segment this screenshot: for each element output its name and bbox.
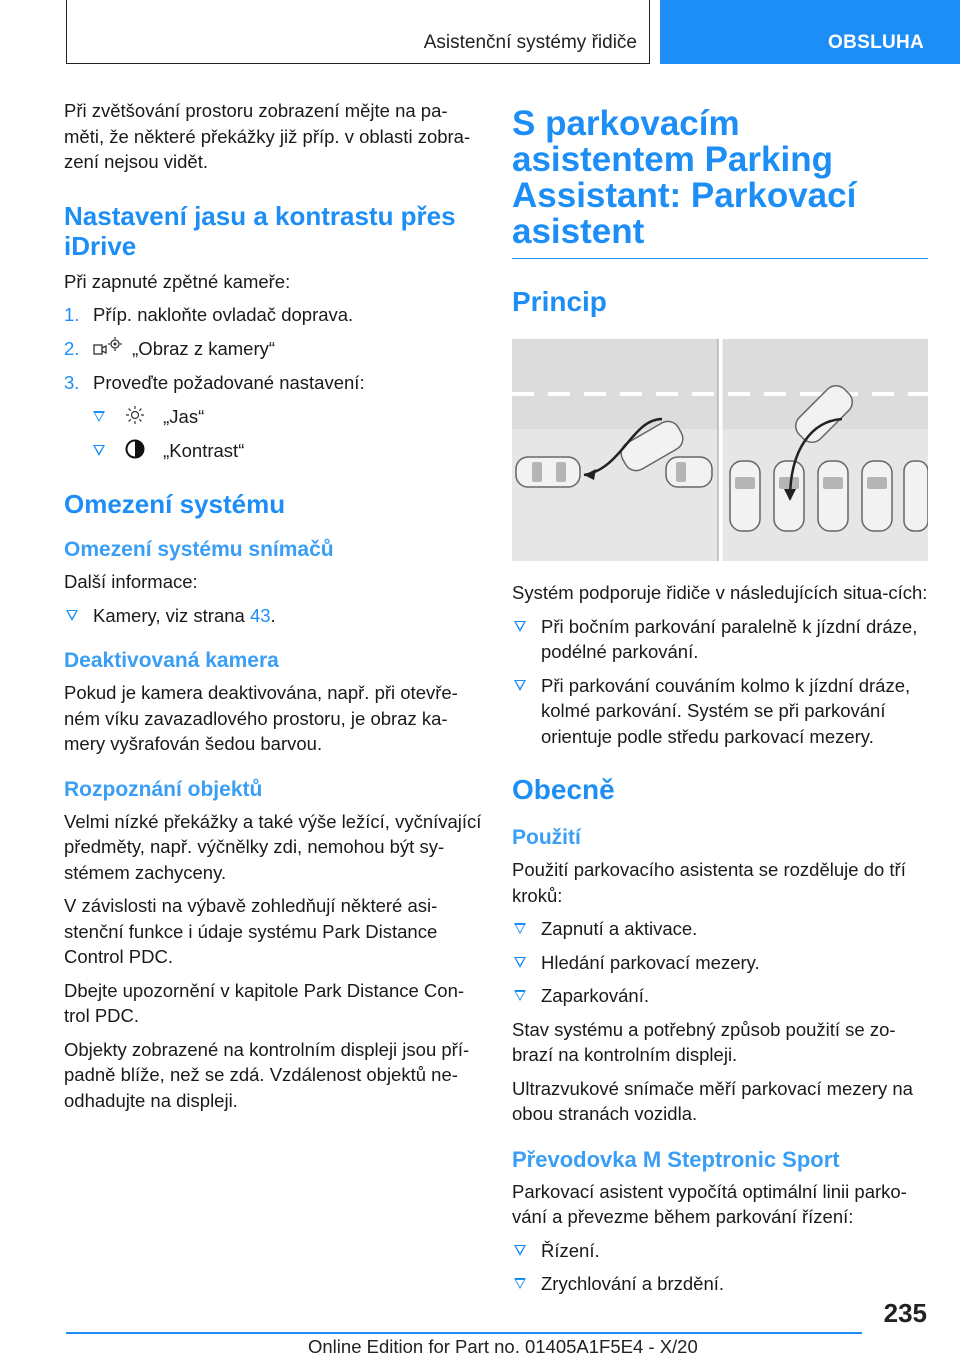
bullet-triangle-icon bbox=[66, 610, 78, 621]
heading-general: Obecně bbox=[512, 774, 615, 805]
step-number: 1. bbox=[64, 304, 80, 325]
step-item bbox=[64, 302, 482, 328]
heading-system-limits: Omezení systému bbox=[64, 489, 286, 519]
gearbox-paragraph: Parkovací asistent vypočítá optimální linii parko-vání a převezme během parkování řízení: bbox=[512, 1180, 907, 1227]
right-column bbox=[512, 98, 928, 1305]
heading-gearbox: Převodovka M Steptronic Sport bbox=[512, 1146, 840, 1172]
usage-step-item bbox=[512, 950, 928, 976]
header-title-box bbox=[66, 0, 650, 64]
substep-item bbox=[64, 404, 482, 430]
left-column bbox=[64, 98, 482, 1121]
section-title: Asistenční systémy řidiče bbox=[423, 32, 637, 53]
objects-paragraph-2: V závislosti na výbavě zohledňují některé asi-stenční funkce i údaje systému Park Distance Control PDC. bbox=[64, 895, 438, 967]
situations-list bbox=[512, 614, 928, 750]
heading-parking-assistant: S parkovacím asistentem Parking Assistant: Parkovací asistent bbox=[512, 106, 928, 259]
chapter-tab bbox=[660, 0, 960, 64]
parking-illustration bbox=[512, 339, 928, 561]
bullet-triangle-icon bbox=[514, 957, 526, 968]
gearbox-list bbox=[512, 1238, 928, 1297]
camera-on-paragraph: Při zapnuté zpětné kameře: bbox=[64, 270, 291, 292]
usage-step-text: Hledání parkovací mezery. bbox=[541, 951, 760, 973]
bullet-triangle-icon bbox=[514, 1245, 526, 1256]
intro-paragraph: Při zvětšování prostoru zobrazení mějte na pa-měti, že některé překážky již příp. v oblasti zobra-zení nejsou vidět. bbox=[64, 100, 471, 172]
bullet-triangle-icon bbox=[514, 680, 526, 691]
usage-step-text: Zapnutí a aktivace. bbox=[541, 918, 698, 939]
objects-paragraph-3: Dbejte upozornění v kapitole Park Distance Con-trol PDC. bbox=[64, 979, 465, 1026]
heading-brightness-contrast: Nastavení jasu a kontrastu přes iDrive bbox=[64, 200, 456, 261]
bullet-triangle-icon bbox=[93, 411, 105, 422]
objects-paragraph-4: Objekty zobrazené na kontrolním displeji jsou pří-padně blíže, než se zdá. Vzdálenost objektů ne-odhadujte na displeji. bbox=[64, 1038, 470, 1111]
bullet-triangle-icon bbox=[514, 621, 526, 632]
step-number: 2. bbox=[64, 338, 80, 359]
gearbox-item bbox=[512, 1238, 928, 1264]
usage-steps-list bbox=[512, 916, 928, 1009]
substeps-list bbox=[64, 404, 482, 463]
usage-step-item bbox=[512, 916, 928, 942]
brightness-icon bbox=[124, 404, 150, 424]
step-text: Proveďte požadované nastavení: bbox=[93, 372, 365, 393]
chapter-tab-label: OBSLUHA bbox=[828, 32, 925, 53]
usage-step-item bbox=[512, 983, 928, 1009]
ultrasonic-paragraph: Ultrazvukové snímače měří parkovací mezery na obou stranách vozidla. bbox=[512, 1077, 913, 1124]
deactivated-paragraph: Pokud je kamera deaktivována, např. při otevře-ném víku zavazadlového prostoru, je obraz ka-mery vyšrafován šedou barvou. bbox=[64, 682, 458, 754]
status-paragraph: Stav systému a potřebný způsob použití se zo-brazí na kontrolním displeji. bbox=[512, 1018, 896, 1065]
camera-settings-icon bbox=[93, 336, 119, 356]
camera-ref-text: Kamery, viz strana bbox=[93, 604, 250, 626]
step-text: „Obraz z kamery“ bbox=[132, 338, 276, 359]
substep-text: „Jas“ bbox=[163, 406, 205, 427]
bullet-triangle-icon bbox=[93, 445, 105, 456]
page-number: 235 bbox=[883, 1298, 927, 1328]
objects-paragraph-1: Velmi nízké překážky a také výše ležící, vyčnívající předměty, např. výčnělky zdi, nemohou být sy-stémem zachyceny. bbox=[64, 810, 482, 883]
more-info-paragraph: Další informace: bbox=[64, 571, 198, 592]
usage-step-text: Zaparkování. bbox=[541, 985, 649, 1006]
page-43-link[interactable]: 43 bbox=[249, 604, 271, 626]
substep-text: „Kontrast“ bbox=[163, 439, 245, 461]
substep-item bbox=[64, 438, 482, 464]
gearbox-item-text: Řízení. bbox=[541, 1239, 600, 1261]
step-item bbox=[64, 370, 482, 396]
bullet-triangle-icon bbox=[514, 923, 526, 934]
situation-text: Při bočním parkování paralelně k jízdní dráze, podélné parkování. bbox=[541, 615, 918, 662]
camera-ref-list bbox=[64, 603, 482, 629]
heading-object-detection: Rozpoznání objektů bbox=[64, 777, 263, 801]
heading-deactivated-camera: Deaktivovaná kamera bbox=[64, 649, 279, 672]
bullet-triangle-icon bbox=[514, 990, 526, 1001]
supports-paragraph: Systém podporuje řidiče v následujících situa-cích: bbox=[512, 582, 928, 603]
footer-rule bbox=[66, 1332, 862, 1334]
camera-ref-end: . bbox=[270, 604, 276, 626]
step-item bbox=[64, 336, 482, 362]
heading-usage: Použití bbox=[512, 826, 581, 849]
camera-ref-item bbox=[64, 603, 482, 629]
heading-principle: Princip bbox=[512, 286, 607, 317]
contrast-icon bbox=[124, 438, 150, 458]
heading-sensor-limits: Omezení systému snímačů bbox=[64, 538, 334, 561]
edition-text: Online Edition for Part no. 01405A1F5E4 - X/20 bbox=[308, 1336, 698, 1357]
step-text: Příp. nakloňte ovladač doprava. bbox=[93, 304, 354, 325]
gearbox-item-text: Zrychlování a brzdění. bbox=[541, 1273, 725, 1294]
usage-paragraph: Použití parkovacího asistenta se rozděluje do tří kroků: bbox=[512, 859, 906, 906]
steps-list bbox=[64, 302, 482, 396]
situation-item bbox=[512, 614, 928, 665]
gearbox-item bbox=[512, 1271, 928, 1297]
situation-item bbox=[512, 673, 928, 750]
step-number: 3. bbox=[64, 372, 80, 393]
situation-text: Při parkování couváním kolmo k jízdní dráze, kolmé parkování. Systém se při parkování orientuje podle středu parkovací mezery. bbox=[541, 674, 911, 747]
bullet-triangle-icon bbox=[514, 1278, 526, 1289]
